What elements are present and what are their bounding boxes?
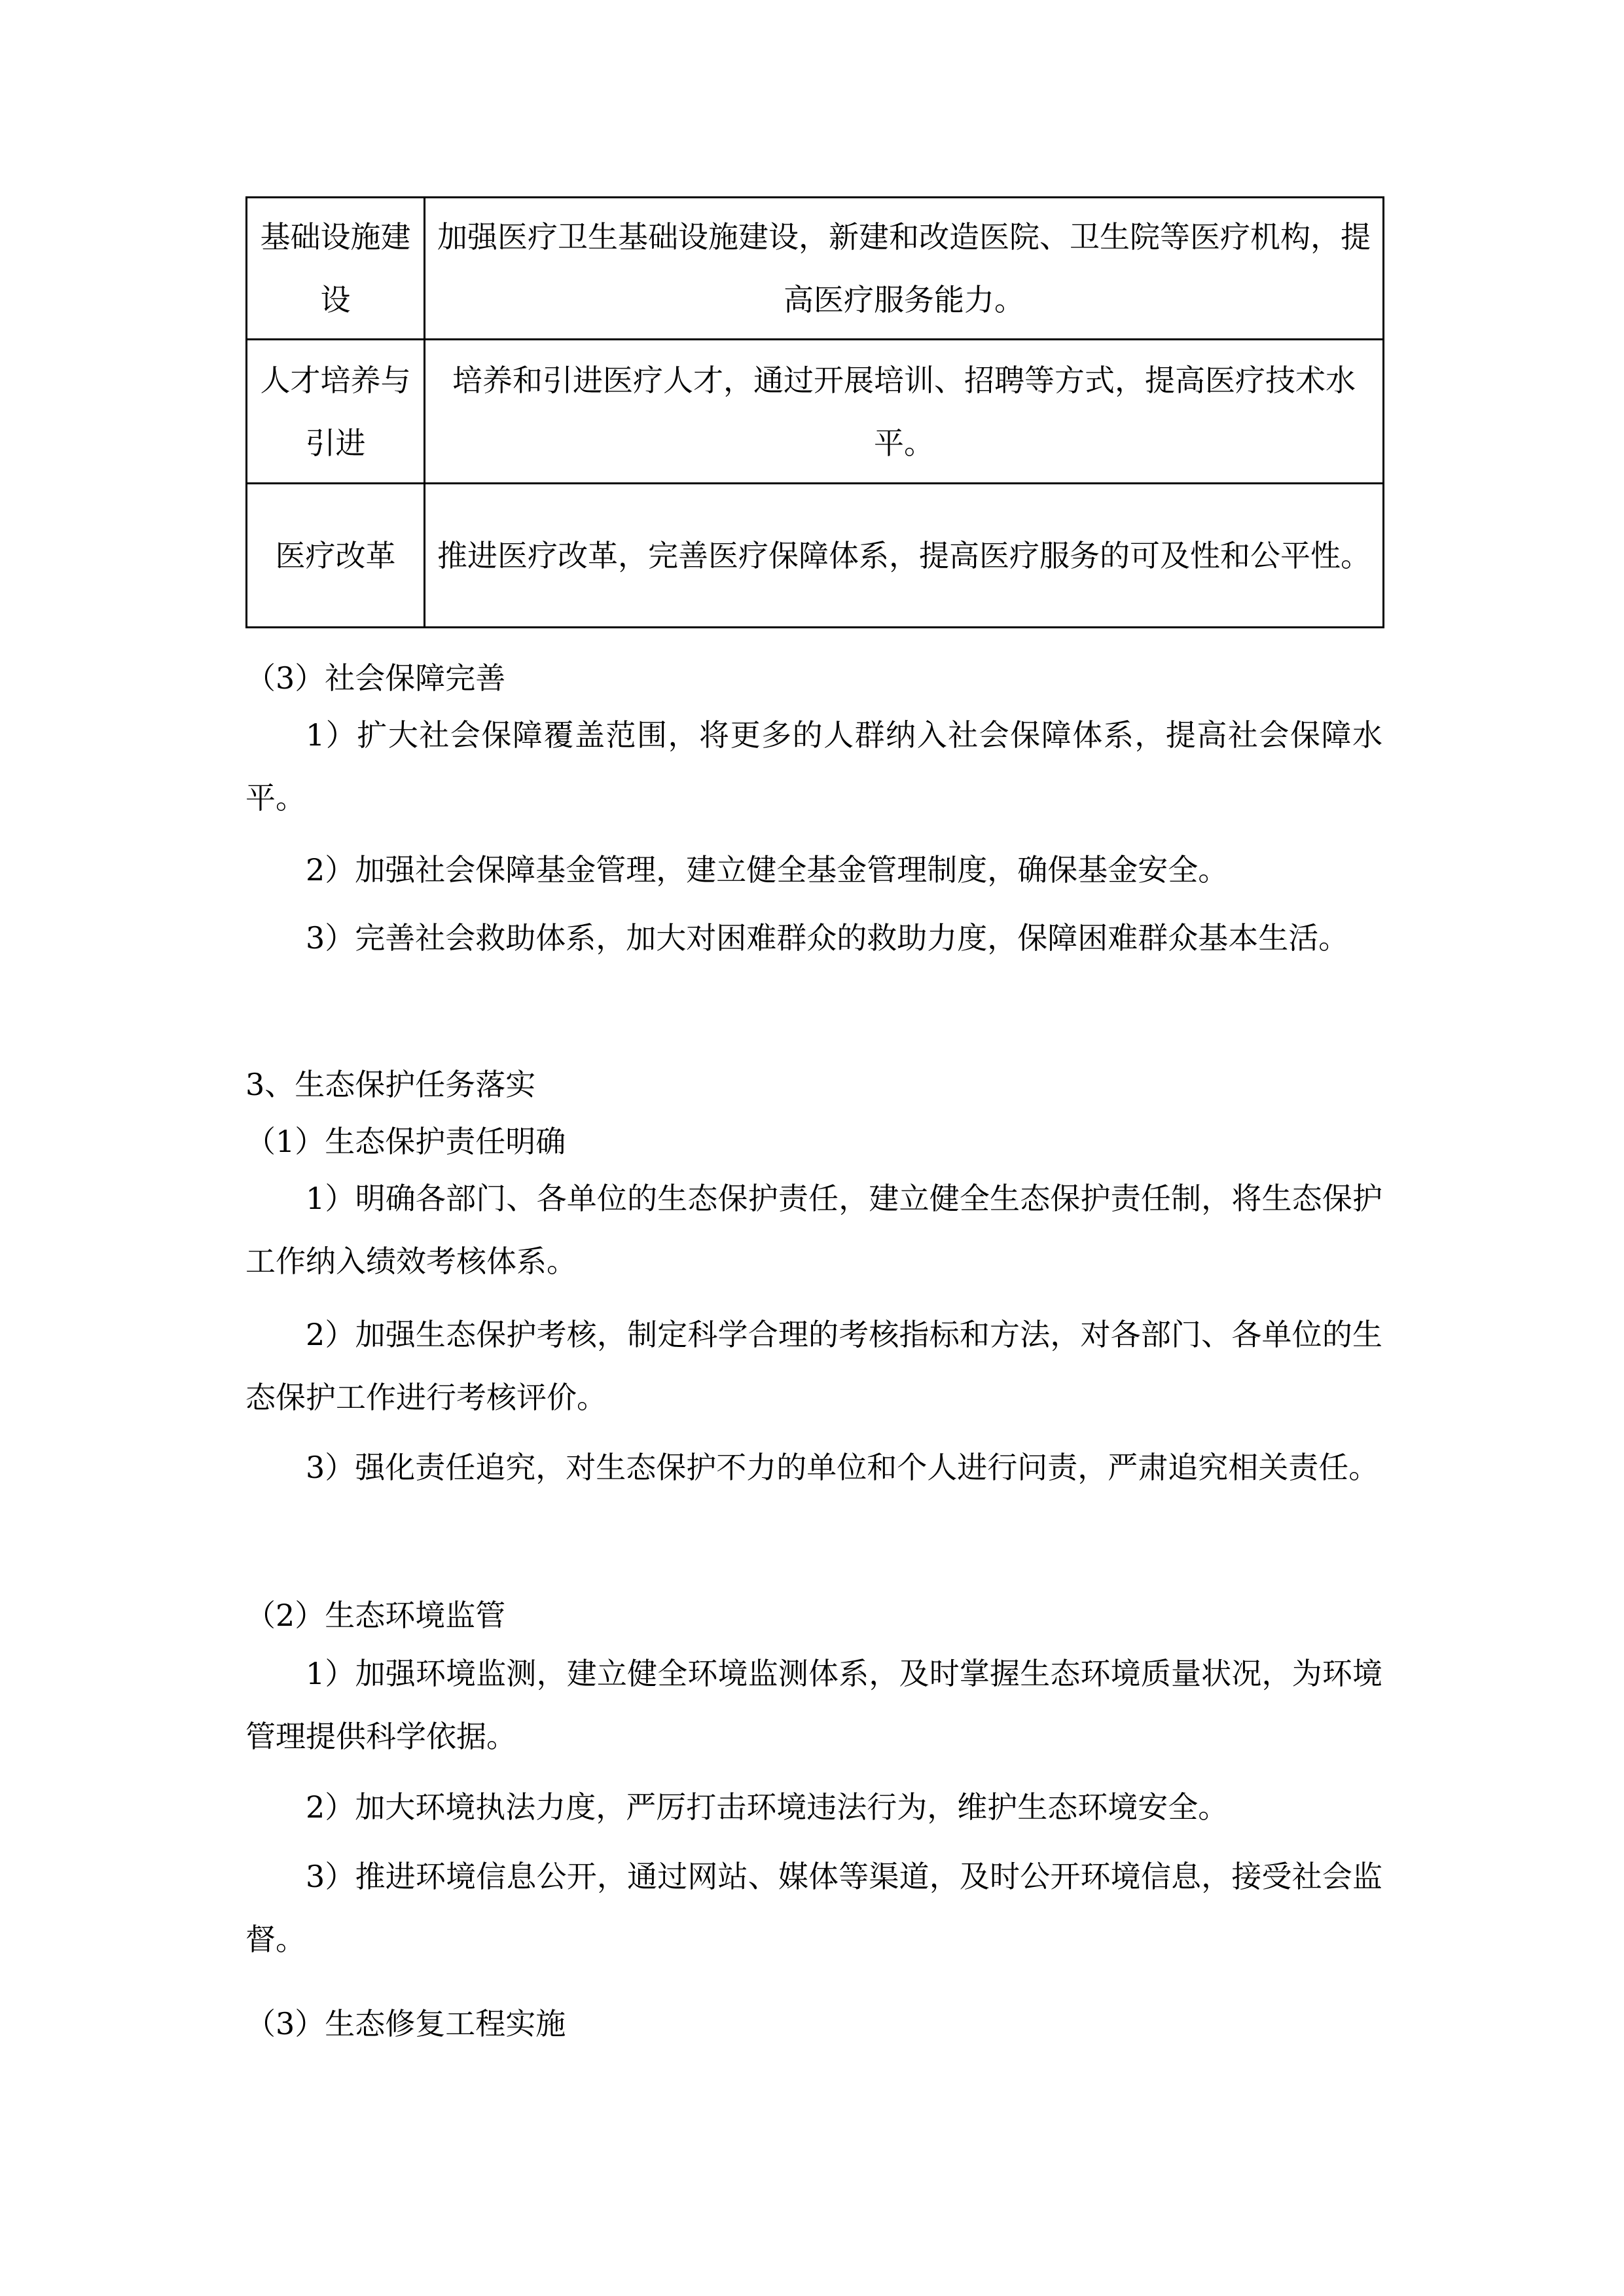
table-row <box>247 198 1384 340</box>
subsection-heading-supervision: （2）生态环境监管 <box>245 1598 506 1633</box>
paragraph: 3）推进环境信息公开，通过网站、媒体等渠道，及时公开环境信息，接受社会监督。 <box>245 1859 1382 1957</box>
paragraph: 3）完善社会救助体系，加大对困难群众的救助力度，保障困难群众基本生活。 <box>306 920 1349 956</box>
section-heading-social-security: （3）社会保障完善 <box>245 660 506 696</box>
paragraph: 3）强化责任追究，对生态保护不力的单位和个人进行问责，严肃追究相关责任。 <box>306 1450 1379 1485</box>
paragraph: 1）扩大社会保障覆盖范围，将更多的人群纳入社会保障体系，提高社会保障水平。 <box>245 717 1382 816</box>
measures-table <box>245 196 1384 628</box>
table-row <box>247 340 1384 484</box>
paragraph: 2）加强生态保护考核，制定科学合理的考核指标和方法，对各部门、各单位的生态保护工作进行考核评价。 <box>245 1317 1382 1415</box>
table-row <box>247 484 1384 628</box>
paragraph: 1）加强环境监测，建立健全环境监测体系，及时掌握生态环境质量状况，为环境管理提供科学依据。 <box>245 1656 1382 1754</box>
table-cell-content: 加强医疗卫生基础设施建设，新建和改造医院、卫生院等医疗机构，提高医疗服务能力。 <box>425 198 1384 340</box>
table-cell-content: 培养和引进医疗人才，通过开展培训、招聘等方式，提高医疗技术水平。 <box>425 340 1384 484</box>
paragraph: 2）加大环境执法力度，严厉打击环境违法行为，维护生态环境安全。 <box>306 1789 1229 1825</box>
table-cell-item: 医疗改革 <box>247 484 425 628</box>
paragraph: 2）加强社会保障基金管理，建立健全基金管理制度，确保基金安全。 <box>306 852 1229 888</box>
subsection-heading-restoration: （3）生态修复工程实施 <box>245 2006 566 2041</box>
table-cell-content: 推进医疗改革，完善医疗保障体系，提高医疗服务的可及性和公平性。 <box>425 484 1384 628</box>
table-cell-item: 基础设施建设 <box>247 198 425 340</box>
table-cell-item: 人才培养与引进 <box>247 340 425 484</box>
section-heading-eco-protection: 3、生态保护任务落实 <box>245 1067 536 1102</box>
paragraph: 1）明确各部门、各单位的生态保护责任，建立健全生态保护责任制，将生态保护工作纳入绩效考核体系。 <box>245 1181 1382 1279</box>
subsection-heading-responsibility: （1）生态保护责任明确 <box>245 1124 566 1159</box>
